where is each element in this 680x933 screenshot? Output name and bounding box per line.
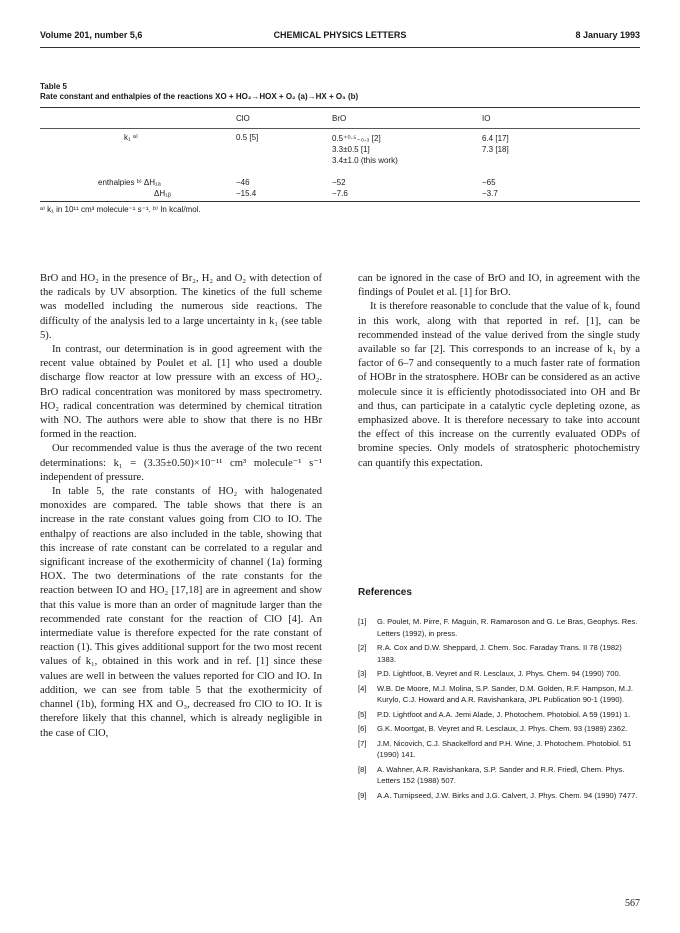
reference-text: W.B. De Moore, M.J. Molina, S.P. Sander, D.M. Golden, R.F. Hampson, M.J. Kurylo, C.J. Howard and A.R. Ravishankara, JPL Publication 90-1 (1990). <box>377 683 634 704</box>
reference-number: [5] <box>358 709 367 719</box>
references-heading: References <box>358 587 412 598</box>
cell-h1a-bro: −52 <box>332 178 346 187</box>
cell-h-clo <box>236 177 256 199</box>
reference-item <box>358 642 640 665</box>
column-header-bro: BrO <box>332 114 347 123</box>
reference-number: [4] <box>358 683 367 693</box>
reference-item <box>358 616 640 639</box>
reference-number: [6] <box>358 724 367 733</box>
column-header-clo: ClO <box>236 114 250 123</box>
reference-text: A. Wahner, A.R. Ravishankara, S.P. Sander and R.R. Friedl, Chem. Phys. Letters 152 (1988) 507. <box>377 764 625 785</box>
reference-number: [3] <box>358 669 367 678</box>
paragraph: Our recommended value is thus the average of the two recent determinations: k₁ = (3.35±0.50)×10⁻¹¹ cm³ molecule⁻¹ s⁻¹ independent of pressure. <box>40 443 322 483</box>
paragraph: It is therefore reasonable to conclude that the value of k₁ found in this work, along with that reported in ref. [1], can be recommended instead of the value derived from the single study available so far [2]. This corresponds to an increase of k₁ by a factor of 6–7 and consequently to a much faster rate of formation of HOBr in the stratosphere. HOBr can be considered as an active molecule since it is efficiently photodissociated into OH and Br and thus, can participate in a catalytic cycle depleting ozone, as emphasized above. It is therefore necessary to take into account the effect of this increase on the currently evaluated ODPs of bromine species. Only models of stratospheric photochemistry can quantify this expectation. <box>358 301 640 469</box>
cell-h-bro <box>332 177 348 199</box>
cell-h1b-io: −3.7 <box>482 189 498 198</box>
paragraph: In contrast, our determination is in good agreement with the recent value obtained by Poulet et al. [1] who used a double discharge flow reactor at low pressure with an excess of HO₂. BrO radical concentration was monitored by mass spectrometry. HO₂ radical concentration was determined by chemical titration with NO. The authors were able to show that there is no HBr formed in the reaction. <box>40 344 322 441</box>
volume-info: Volume 201, number 5,6 <box>40 30 143 40</box>
table-5 <box>40 82 640 214</box>
table-row-enthalpies <box>40 173 640 201</box>
table-caption: Rate constant and enthalpies of the reactions XO + HO₂→HOX + O₂ (a)→HX + O₃ (b) <box>40 92 359 101</box>
cell-k1-io <box>482 133 509 155</box>
cell-k1-bro <box>332 133 398 166</box>
cell-k1-io-value: 7.3 [18] <box>482 145 509 154</box>
reference-list <box>358 616 640 804</box>
enthalpy-label-h1b: ΔH₁ᵦ <box>154 189 171 198</box>
cell-h1b-clo: −15.4 <box>236 189 257 198</box>
reference-item <box>358 723 640 735</box>
journal-name: CHEMICAL PHYSICS LETTERS <box>273 30 407 40</box>
cell-k1-bro-value: 3.3±0.5 [1] <box>332 145 370 154</box>
reference-number: [7] <box>358 738 367 748</box>
cell-h1a-io: −65 <box>482 178 496 187</box>
reference-item <box>358 668 640 680</box>
table-row-k1 <box>40 129 640 173</box>
reference-text: G.K. Moortgat, B. Veyret and R. Lesclaux, J. Phys. Chem. 93 (1989) 2362. <box>377 724 628 733</box>
reference-item <box>358 764 640 787</box>
reference-number: [2] <box>358 643 367 652</box>
cell-k1-io-value: 6.4 [17] <box>482 134 509 143</box>
running-header <box>40 30 640 44</box>
header-rule <box>40 47 640 48</box>
row-label-enthalpies <box>98 177 171 199</box>
right-text-column <box>358 272 640 471</box>
reference-item <box>358 738 640 761</box>
issue-date: 8 January 1993 <box>575 30 640 40</box>
column-header-io: IO <box>482 114 491 123</box>
paragraph: In table 5, the rate constants of HO₂ with halogenated monoxides are compared. The table shows that there is an increase in the rate constant values going from ClO to IO. The enthalpy of reactions are also included in the table, showing that this increase of rate constant can be correlated to a regular and significant increase of the exothermicity of channel (1a) forming HOX. The two determinations of the rate constants for the reaction between IO and HO₂ [17,18] are in agreement and show that this value is more than an order of magnitude larger than the recommended rate constant for the reaction of ClO [4]. An intermediate value is therefore expected for the rate constant of reaction (1). This gives additional support for the two most recent values of k₁, obtained in this work and in ref. [1] since these values are well in between the values reported for ClO and IO. In addition, we can see from table 5 that the exothermicity of channel (1b), forming HX and O₃, decreased fro ClO to IO. It is therefore likely that this channel, which is already negligible in the case of ClO, <box>40 486 322 739</box>
reference-item <box>358 683 640 706</box>
cell-k1-bro-value: 3.4±1.0 (this work) <box>332 156 398 165</box>
enthalpy-label-h1a: enthalpies ᵇ⁾ ΔH₁ₐ <box>98 178 161 187</box>
page-number: 567 <box>625 898 640 909</box>
reference-item <box>358 790 640 802</box>
paragraph: can be ignored in the case of BrO and IO, in agreement with the findings of Poulet et al. [1] for BrO. <box>358 273 640 299</box>
row-label-k1: k₁ ᵃ⁾ <box>124 133 138 142</box>
reference-text: R.A. Cox and D.W. Sheppard, J. Chem. Soc. Faraday Trans. II 78 (1982) 1383. <box>377 643 622 664</box>
reference-item <box>358 709 640 721</box>
table-bottom-rule <box>40 201 640 202</box>
reference-text: A.A. Turnipseed, J.W. Birks and J.G. Calvert, J. Phys. Chem. 94 (1990) 7477. <box>377 790 638 800</box>
table-number: Table 5 <box>40 82 67 91</box>
reference-number: [8] <box>358 764 367 774</box>
paragraph: BrO and HO₂ in the presence of Br₂, H₂ and O₂ with detection of the radicals by UV absorption. The kinetics of the full scheme was modelled including the numerous side reactions. The difficulty of the analysis led to a large uncertainty in k₁ (see table 5). <box>40 273 322 341</box>
reference-text: P.D. Lightfoot and A.A. Jemi Alade, J. Photochem. Photobiol. A 59 (1991) 1. <box>377 709 631 719</box>
table-header-row <box>40 108 640 128</box>
reference-text: J.M. Nicovich, C.J. Shackelford and P.H. Wine, J. Photochem. Photobiol. 51 (1990) 141. <box>377 738 632 759</box>
reference-number: [9] <box>358 790 367 800</box>
reference-number: [1] <box>358 617 367 626</box>
cell-h1b-bro: −7.6 <box>332 189 348 198</box>
cell-k1-bro-value: 0.5⁺⁰·⁵₋₀.₃ [2] <box>332 134 381 143</box>
cell-h-io <box>482 177 498 199</box>
reference-text: P.D. Lightfoot, B. Veyret and R. Lesclaux, J. Phys. Chem. 94 (1990) 700. <box>377 669 621 678</box>
reference-text: G. Poulet, M. Pirre, F. Maguin, R. Ramaroson and G. Le Bras, Geophys. Res. Letters (1992), in press. <box>377 617 638 638</box>
cell-k1-clo: 0.5 [5] <box>236 133 259 142</box>
cell-h1a-clo: −46 <box>236 178 250 187</box>
left-text-column <box>40 272 322 741</box>
table-footnote: ᵃ⁾ k₁ in 10¹¹ cm³ molecule⁻¹ s⁻¹. ᵇ⁾ In kcal/mol. <box>40 205 201 214</box>
